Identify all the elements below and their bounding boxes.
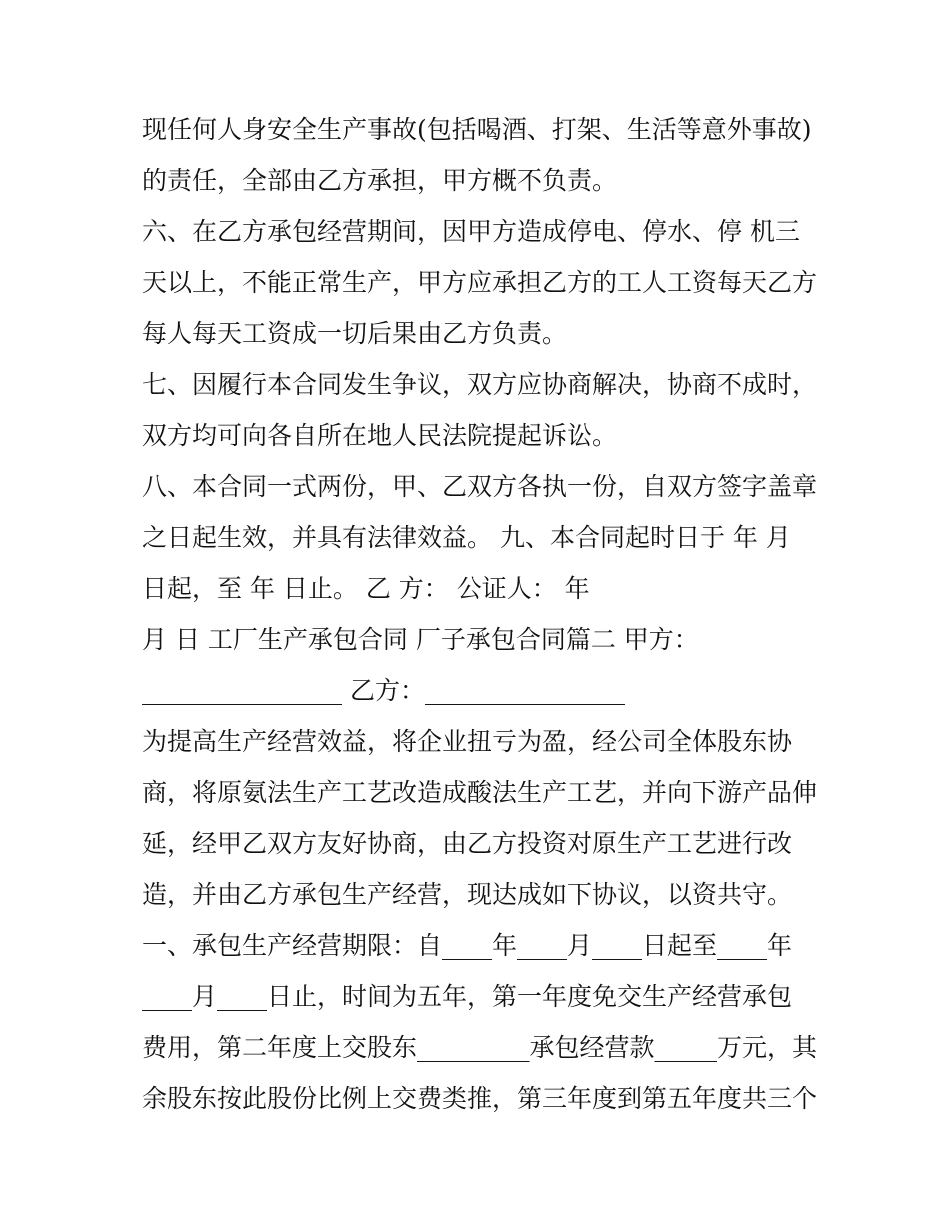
text-line: 之日起生效，并具有法律效益。 九、本合同起时日于 年 月 (142, 523, 791, 552)
text-line: 现任何人身安全生产事故(包括喝酒、打架、生活等意外事故) (142, 115, 812, 144)
text-line: 日起，至 年 日止。 乙 方： 公证人： 年 (142, 574, 590, 603)
text-line: 商，将原氨法生产工艺改造成酸法生产工艺，并向下游产品伸 (142, 778, 818, 807)
text-line: 一、承包生产经营期限：自____年____月____日起至____年 (142, 931, 793, 960)
text-line: 为提高生产经营效益，将企业扭亏为盈，经公司全体股东协 (142, 727, 793, 756)
text-line: 七、因履行本合同发生争议，双方应协商解决，协商不成时， (142, 370, 818, 399)
text-line: 双方均可向各自所在地人民法院提起诉讼。 (142, 421, 618, 450)
text-line: 天以上，不能正常生产，甲方应承担乙方的工人工资每天乙方 (142, 268, 818, 297)
text-line: 余股东按此股份比例上交费类推，第三年度到第五年度共三个 (142, 1084, 818, 1113)
text-line: 延，经甲乙双方友好协商，由乙方投资对原生产工艺进行改 (142, 829, 793, 858)
text-line: 造，并由乙方承包生产经营，现达成如下协议，以资共守。 (142, 880, 793, 909)
contract-text (142, 104, 822, 1124)
text-line: 费用，第二年度上交股东_________承包经营款_____万元，其 (142, 1033, 818, 1062)
text-line: 的责任，全部由乙方承担，甲方概不负责。 (142, 166, 618, 195)
text-line: 六、在乙方承包经营期间，因甲方造成停电、停水、停 机三 (142, 217, 800, 246)
text-line: 每人每天工资成一切后果由乙方负责。 (142, 319, 568, 348)
text-line: 八、本合同一式两份，甲、乙双方各执一份，自双方签字盖章 (142, 472, 818, 501)
signature-blank-line: ________________ 乙方：________________ (142, 676, 625, 705)
text-line: ____月____日止，时间为五年，第一年度免交生产经营承包 (142, 982, 793, 1011)
text-line: 月 日 工厂生产承包合同 厂子承包合同篇二 甲方： (142, 625, 699, 654)
